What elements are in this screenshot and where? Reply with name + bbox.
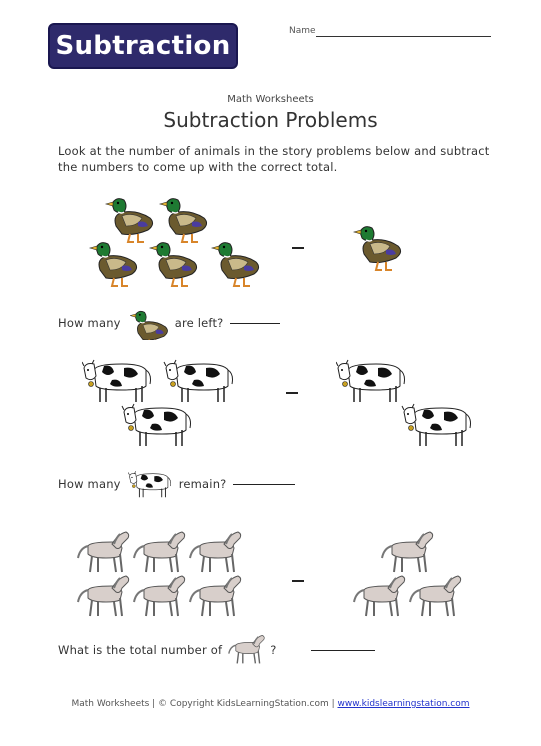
horse-icon [190, 532, 241, 572]
horse-icon [190, 576, 241, 616]
cow-icon [402, 404, 471, 446]
problem-2-group-a [82, 358, 242, 458]
question-suffix: ? [270, 643, 277, 657]
question-suffix: are left? [174, 316, 224, 330]
question-3 [58, 634, 375, 666]
horse-icon [410, 576, 461, 616]
duck-icon [160, 199, 207, 242]
footer-text: Math Worksheets | © Copyright KidsLearningStation.com | [71, 699, 335, 709]
duck-icon [212, 243, 259, 286]
horse-icon [134, 532, 185, 572]
footer [0, 699, 541, 709]
problem-1-group-a [80, 190, 270, 290]
horse-icon [134, 576, 185, 616]
duck-icon [150, 243, 197, 286]
subtraction-badge: Subtraction [48, 23, 238, 69]
question-prefix: How many [58, 477, 121, 491]
instructions-text: Look at the number of animals in the story problems below and subtract the numbers to come up with the correct total. [58, 144, 490, 174]
horse-icon [226, 634, 266, 666]
duck-icon [354, 227, 401, 270]
name-field[interactable] [316, 36, 491, 37]
question-prefix: What is the total number of [58, 643, 223, 657]
minus-sign [292, 247, 304, 249]
cow-icon [127, 470, 173, 498]
cow-icon [336, 360, 405, 402]
problem-3-group-a [74, 530, 254, 620]
worksheet-subtitle: Math Worksheets [227, 94, 314, 105]
question-prefix: How many [58, 316, 121, 330]
duck-icon [127, 306, 169, 340]
answer-field-3[interactable] [311, 650, 375, 651]
horse-icon [78, 576, 129, 616]
horse-icon [78, 532, 129, 572]
problem-1-group-b [350, 222, 410, 274]
horse-icon [382, 532, 433, 572]
answer-field-1[interactable] [230, 323, 280, 324]
cow-icon [82, 360, 151, 402]
problem-2-group-b [336, 358, 476, 458]
cow-icon [164, 360, 233, 402]
horse-icon [354, 576, 405, 616]
worksheet-title: Subtraction Problems [163, 108, 378, 132]
duck-icon [106, 199, 153, 242]
name-label: Name [289, 26, 316, 36]
answer-field-2[interactable] [233, 484, 295, 485]
duck-icon [90, 243, 137, 286]
cow-icon [122, 404, 191, 446]
minus-sign [286, 392, 298, 394]
minus-sign [292, 580, 304, 582]
problem-3-group-b [350, 530, 470, 620]
question-suffix: remain? [178, 477, 227, 491]
question-1 [58, 306, 280, 340]
footer-link[interactable]: www.kidslearningstation.com [337, 699, 470, 709]
question-2 [58, 470, 295, 498]
